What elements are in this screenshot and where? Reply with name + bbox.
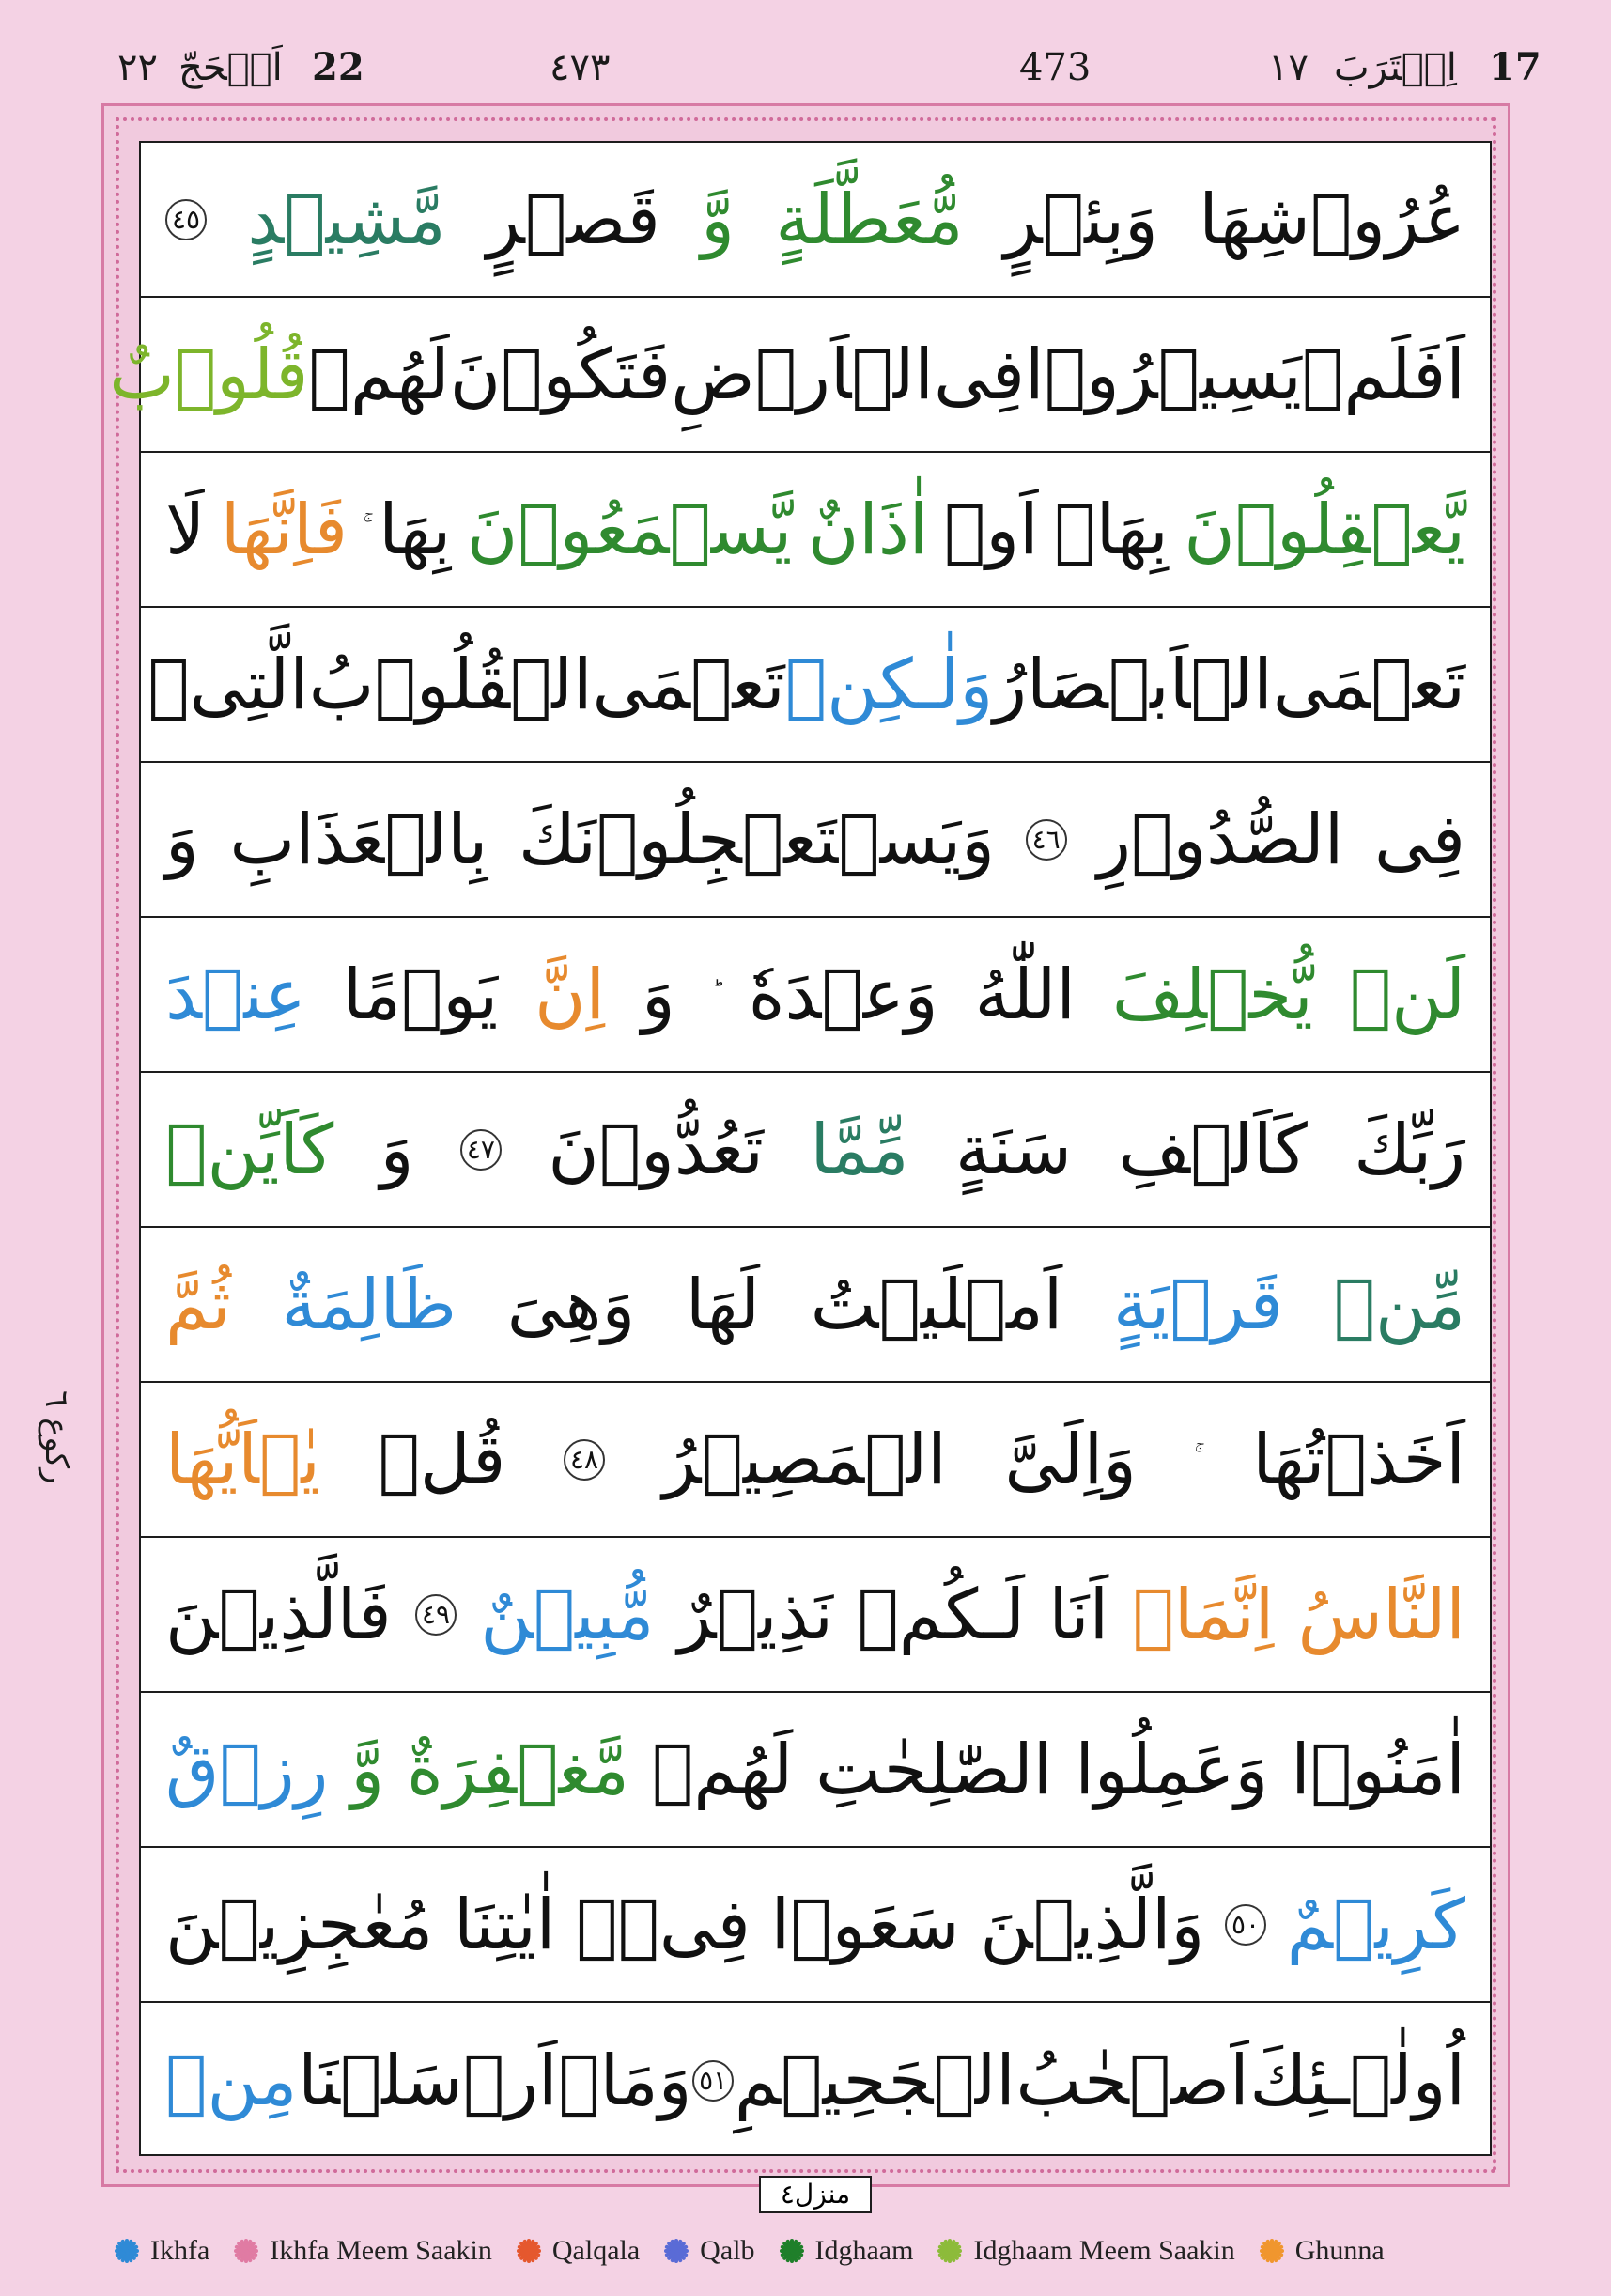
- word: وَبِئۡرٍ: [1003, 178, 1158, 260]
- star-icon: [232, 2237, 260, 2265]
- text-line: [141, 1383, 1490, 1538]
- word: وَ: [165, 799, 199, 880]
- text-line: [141, 608, 1490, 763]
- word: فِى: [1373, 799, 1465, 880]
- legend-label: Ikhfa Meem Saakin: [270, 2235, 492, 2266]
- legend-label: Qalb: [700, 2235, 755, 2266]
- word: رِزۡقٌ: [165, 1729, 329, 1810]
- text-line: [141, 143, 1490, 298]
- text-line: [141, 918, 1490, 1073]
- word: نَذِيۡرٌ: [677, 1574, 834, 1655]
- word: وَعۡدَهٗ: [748, 954, 938, 1035]
- word: فَتَكُوۡنَ: [449, 334, 672, 415]
- legend-label: Ikhfa: [150, 2235, 210, 2266]
- text-line: [141, 1693, 1490, 1848]
- word: اٰيٰتِنَا: [453, 1884, 556, 1965]
- word: اللّٰهُ: [974, 954, 1076, 1035]
- word: لَهُمۡ: [308, 334, 450, 415]
- word: رَبِّكَ: [1354, 1109, 1465, 1190]
- word: لَـكُمۡ: [857, 1574, 1026, 1655]
- word: ظَالِمَةٌ: [281, 1264, 457, 1345]
- word: اُولٰۤـئِكَ: [1249, 2040, 1465, 2121]
- word: وَ: [380, 1109, 414, 1190]
- star-icon: [936, 2237, 964, 2265]
- legend-item: [232, 2235, 492, 2267]
- juz-name: اِقۡتَرَبَ: [1334, 46, 1457, 89]
- word: اٰذَانٌ: [807, 489, 929, 570]
- word: يَّعۡقِلُوۡنَ: [1184, 489, 1465, 570]
- legend-item: [662, 2235, 754, 2267]
- word: لَهُمۡ: [651, 1729, 794, 1810]
- word: مِنۡ: [165, 2040, 298, 2121]
- word: فَالَّذِيۡنَ: [165, 1574, 392, 1655]
- text-line: [141, 1073, 1490, 1228]
- word: كَرِيۡمٌ: [1286, 1884, 1465, 1965]
- word: الصّٰلِحٰتِ: [815, 1729, 1053, 1810]
- ayah-number-marker: ٥١: [692, 2060, 734, 2102]
- surah-name: اَلۡحَجّ: [178, 46, 283, 89]
- word: وَاِلَىَّ: [1004, 1419, 1137, 1500]
- word: قَصۡرٍ: [487, 178, 660, 260]
- word: مِّنۡ: [1333, 1264, 1465, 1345]
- word: تَعۡمَى: [592, 644, 785, 725]
- surah-number-arabic: ٢٢: [117, 46, 158, 89]
- word: وَّ: [350, 1729, 385, 1810]
- word: بِهَا: [379, 489, 452, 570]
- word: عُرُوۡشِهَا: [1199, 178, 1465, 260]
- word: لَنۡ: [1349, 954, 1465, 1035]
- word: الۡقُلُوۡبُ: [308, 644, 593, 725]
- word: وَيَسۡتَعۡجِلُوۡنَكَ: [518, 799, 996, 880]
- star-icon: [515, 2237, 543, 2265]
- word: اَوۡ: [943, 489, 1039, 570]
- word: الۡجَحِيۡمِ: [734, 2040, 1015, 2121]
- word: الۡاَرۡضِ: [671, 334, 934, 415]
- legend-label: Idghaam: [814, 2235, 914, 2266]
- word: تَعُدُّوۡنَ: [548, 1109, 765, 1190]
- legend-item: [113, 2235, 209, 2267]
- word: يٰۤاَيُّهَا: [165, 1419, 320, 1500]
- word: مِّمَّا: [810, 1109, 909, 1190]
- word: اِنَّ: [534, 954, 606, 1035]
- word: فِى: [933, 334, 1026, 415]
- word: مَّغۡفِرَةٌ: [407, 1729, 629, 1810]
- juz-number-arabic: ١٧: [1268, 46, 1309, 89]
- word: اِنَّمَاۤ: [1132, 1574, 1275, 1655]
- word: لَا: [165, 489, 206, 570]
- page-number: 473: [1019, 46, 1092, 89]
- manzil-label: منزل٤: [759, 2176, 872, 2213]
- text-line: [141, 2003, 1490, 2158]
- text-line: [109, 298, 1490, 453]
- word: اَصۡحٰبُ: [1015, 2040, 1249, 2121]
- word: اَنَا: [1048, 1574, 1109, 1655]
- word: مُّعَطَّلَةٍ: [775, 178, 964, 260]
- tajweed-legend: [113, 2228, 1503, 2273]
- word: اَفَلَمۡ: [1301, 334, 1465, 415]
- text-line: [141, 763, 1490, 918]
- word: قُلُوۡبٌ: [109, 334, 309, 415]
- word: بِالۡعَذَابِ: [229, 799, 488, 880]
- word: الۡمَصِيۡرُ: [662, 1419, 947, 1500]
- word: سَعَوۡا: [770, 1884, 960, 1965]
- ruku-marker: ركوع ٦: [38, 1390, 75, 1484]
- word: كَاَلۡفِ: [1118, 1109, 1308, 1190]
- word: يُّخۡلِفَ: [1111, 954, 1313, 1035]
- legend-item: [515, 2235, 640, 2267]
- star-icon: [1258, 2237, 1286, 2265]
- legend-item: [778, 2235, 914, 2267]
- word: يَسِيۡرُوۡا: [1025, 334, 1302, 415]
- word: ثُمَّ: [165, 1264, 231, 1345]
- legend-item: [936, 2235, 1234, 2267]
- legend-label: Idghaam Meem Saakin: [973, 2235, 1235, 2266]
- word: قُلۡ: [378, 1419, 506, 1500]
- word: اَرۡسَلۡنَا: [298, 2040, 558, 2121]
- ayah-number-marker: ٤٨: [564, 1439, 605, 1481]
- word: الصُّدُوۡرِ: [1097, 799, 1344, 880]
- word: وَمَاۤ: [558, 2040, 692, 2121]
- page-header: [0, 0, 1611, 113]
- text-line: [141, 1228, 1490, 1383]
- word: وَّ: [701, 178, 735, 260]
- word: سَنَةٍ: [954, 1109, 1072, 1190]
- text-line: [141, 453, 1490, 608]
- word: النَّاسُ: [1297, 1574, 1465, 1655]
- word: الَّتِىۡ: [147, 644, 309, 725]
- word: كَاَيِّنۡ: [165, 1109, 334, 1190]
- text-line: [141, 1848, 1490, 2003]
- text-line: [141, 1538, 1490, 1693]
- word: تَعۡمَى: [1272, 644, 1465, 725]
- ayah-number-marker: ٤٦: [1026, 819, 1067, 861]
- word: فِىۡۤ: [576, 1884, 751, 1965]
- juz-number: 17: [1489, 45, 1541, 89]
- word: يَوۡمًا: [342, 954, 499, 1035]
- word: الۡاَبۡصَارُ: [993, 644, 1273, 725]
- ayah-number-marker: ٤٩: [415, 1594, 457, 1636]
- surah-number: 22: [312, 45, 364, 89]
- word: بِهَاۤ: [1054, 489, 1169, 570]
- word: فَاِنَّهَا: [220, 489, 348, 570]
- word: وَلٰـكِنۡ: [784, 644, 994, 725]
- star-icon: [778, 2237, 806, 2265]
- word: اٰمَنُوۡا: [1291, 1729, 1465, 1810]
- ayah-number-marker: ٤٧: [460, 1129, 502, 1171]
- word: وَعَمِلُوا: [1075, 1729, 1269, 1810]
- word: وَالَّذِيۡنَ: [980, 1884, 1205, 1965]
- word: مَّشِيۡدٍ: [247, 178, 446, 260]
- word: قَرۡيَةٍ: [1113, 1264, 1283, 1345]
- star-icon: [662, 2237, 690, 2265]
- word: اَمۡلَيۡتُ: [810, 1264, 1063, 1345]
- word: اَخَذۡتُهَا: [1252, 1419, 1465, 1500]
- word: يَّسۡمَعُوۡنَ: [466, 489, 793, 570]
- quran-text-block: [109, 141, 1492, 2156]
- word: مُعٰجِزِيۡنَ: [165, 1884, 434, 1965]
- ayah-number-marker: ٤٥: [165, 199, 207, 240]
- word: عِنۡدَ: [165, 954, 306, 1035]
- legend-item: [1258, 2235, 1385, 2267]
- word: مُّبِيۡنٌ: [480, 1574, 655, 1655]
- word: لَهَا: [685, 1264, 761, 1345]
- legend-label: Qalqala: [551, 2235, 641, 2266]
- ayah-number-marker: ٥٠: [1225, 1904, 1266, 1946]
- legend-label: Ghunna: [1294, 2235, 1385, 2266]
- star-icon: [113, 2237, 141, 2265]
- word: وَ: [642, 954, 675, 1035]
- page-number-arabic: ٤٧٣: [550, 46, 611, 89]
- word: وَهِىَ: [506, 1264, 636, 1345]
